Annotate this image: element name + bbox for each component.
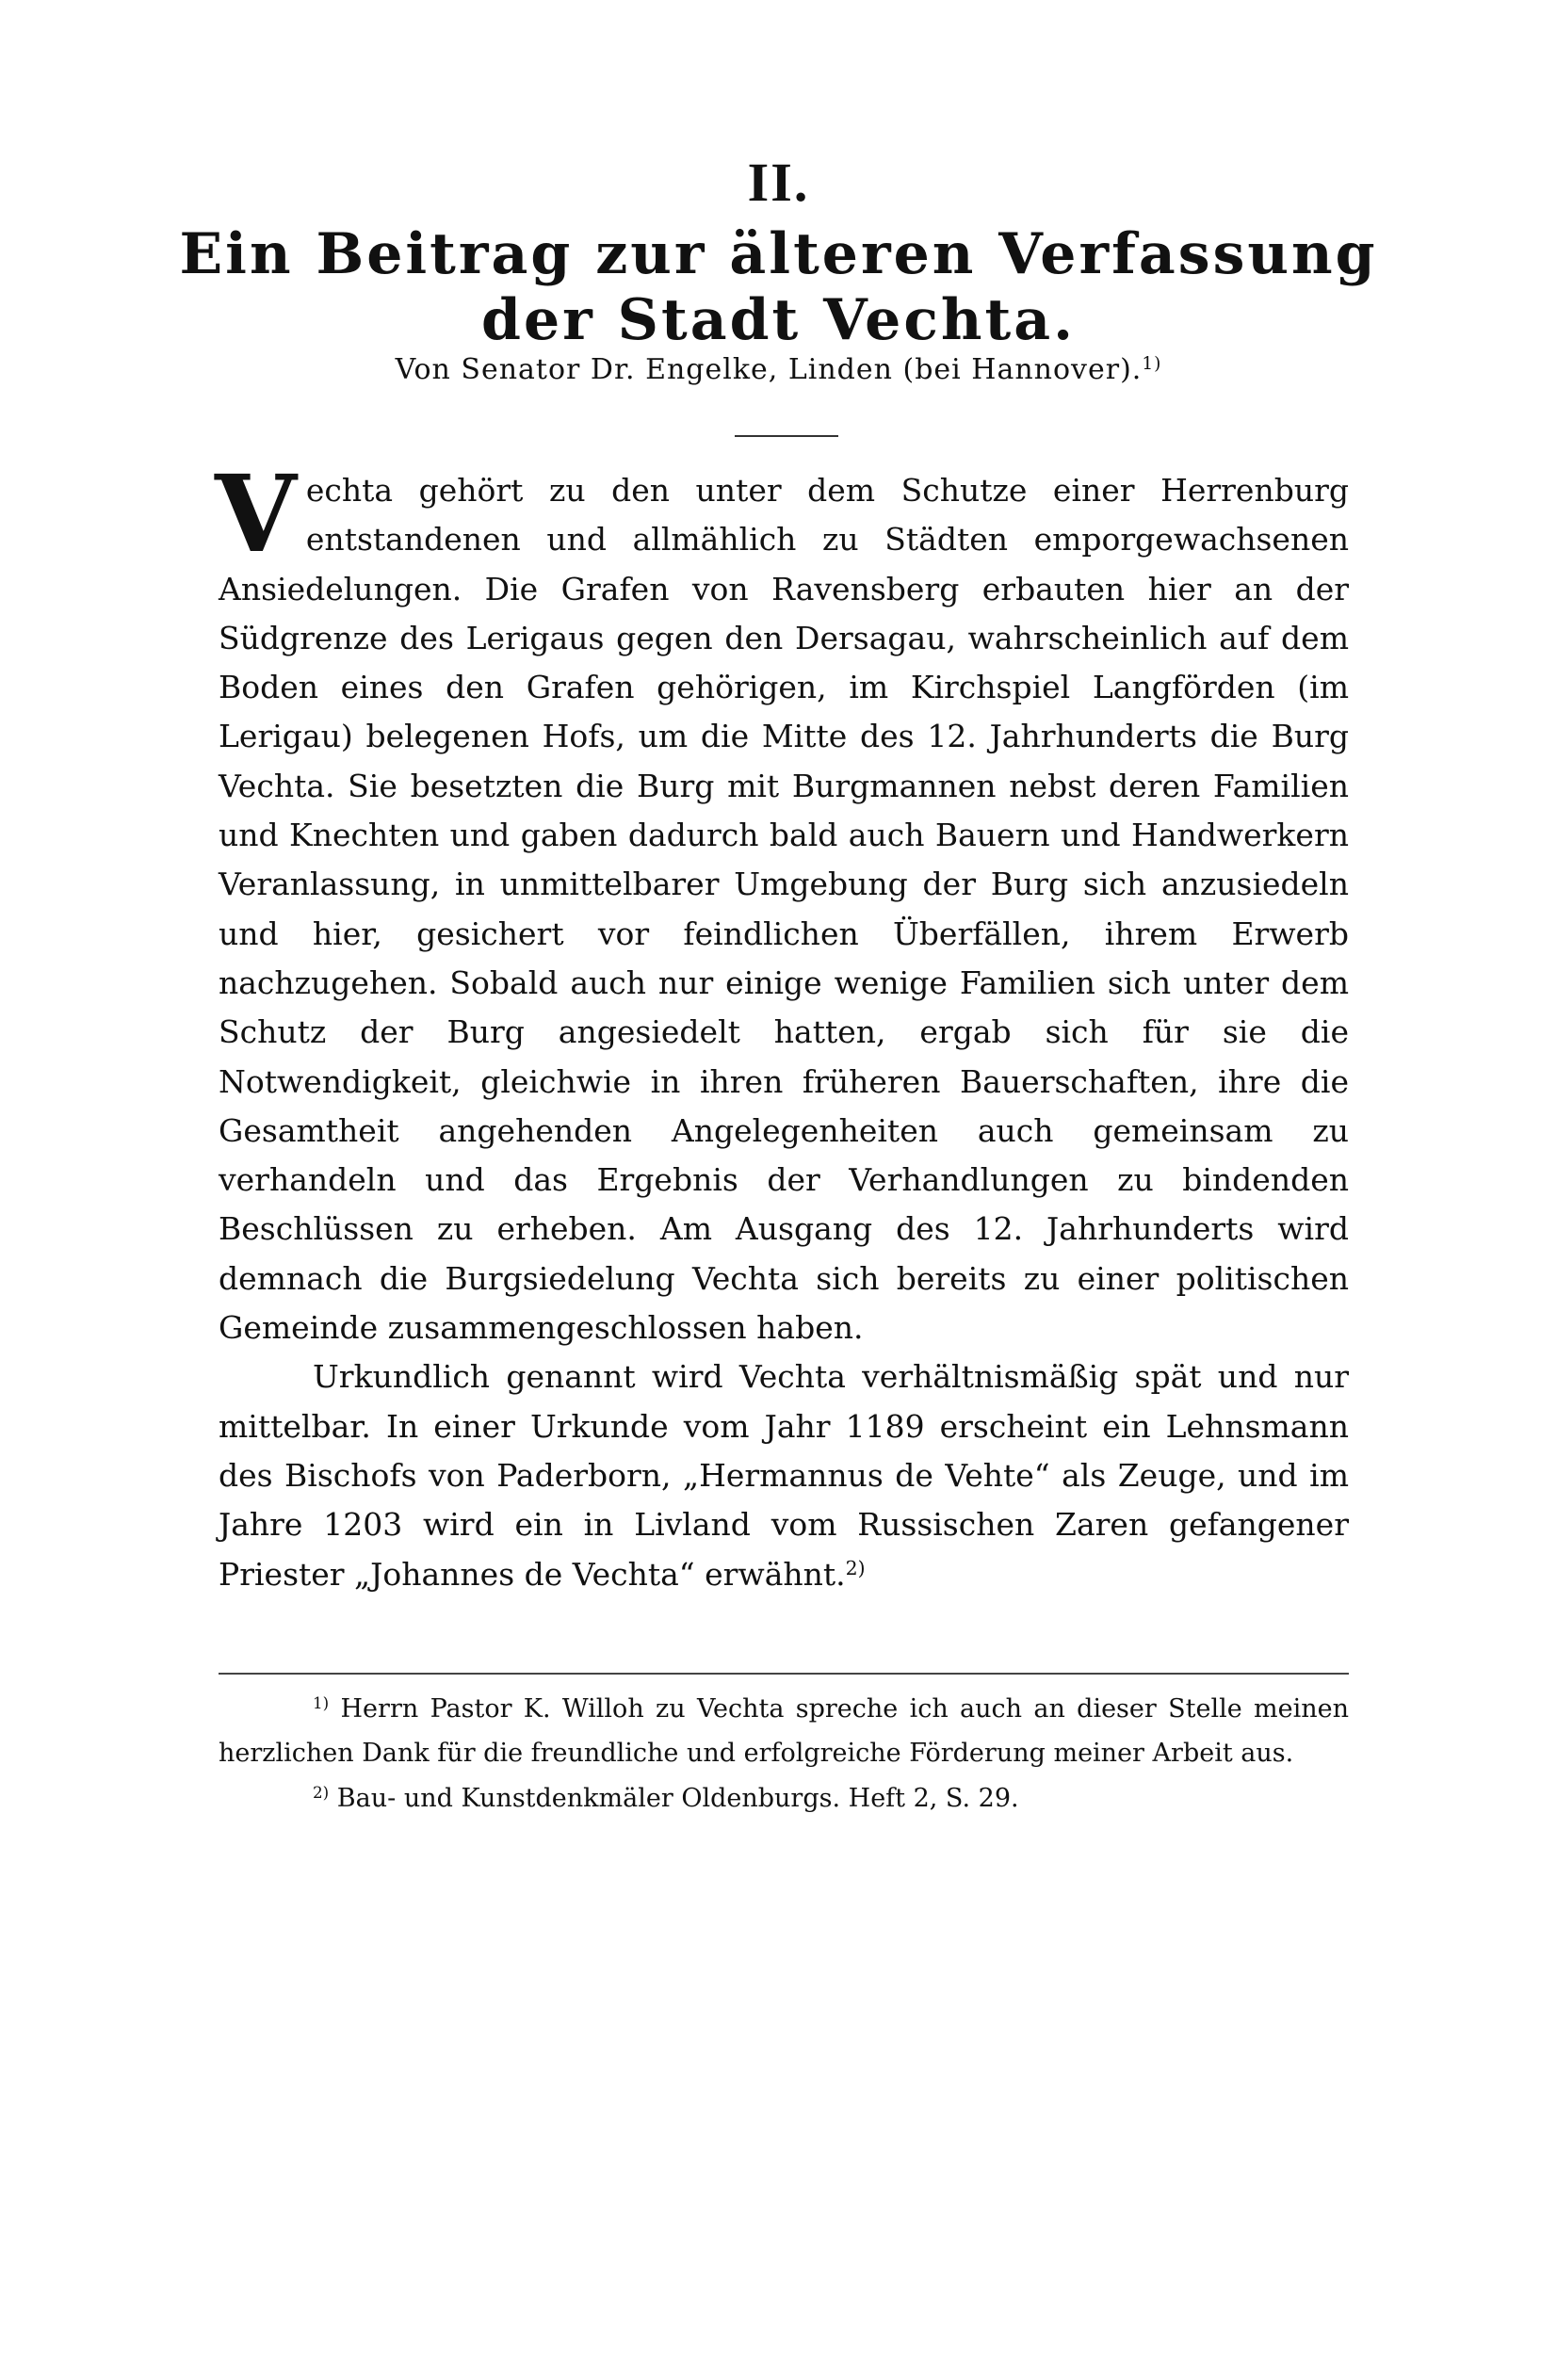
chapter-number: II. [747,152,810,213]
paragraph-1-text: echta gehört zu den unter dem Schutze einer Herrenburg entstandenen und allmählich zu Städten emporgewachsenen Ansiedelungen. Die Grafen von Ravensberg erbauten hier an der Südgrenze des Lerigaus gegen den Dersagau, wahrscheinlich auf dem Boden eines den Grafen gehörigen, im Kirchspiel Langförden (im Lerigau) belegenen Hofs, um die Mitte des 12. Jahrhunderts die Burg Vechta. Sie besetzten die Burg mit Burgmannen nebst deren Familien und Knechten und gaben dadurch bald auch Bauern und Handwerkern Veranlassung, in unmittelbarer Umgebung der Burg sich anzusiedeln und hier, gesichert vor feindlichen Überfällen, ihrem Erwerb nachzugehen. Sobald auch nur einige wenige Familien sich unter dem Schutz der Burg angesiedelt hatten, ergab sich für sie die Notwendigkeit, gleichwie in ihren früheren Bauerschaften, ihre die Gesamtheit angehenden Angelegenheiten auch gemeinsam zu verhandeln und das Ergebnis der Verhandlungen zu bindenden Beschlüssen zu erheben. Am Ausgang des 12. Jahrhunderts wird demnach die Burgsiedelung Vechta sich bereits zu einer politischen Gemeinde zusammengeschlossen haben. [219,472,1349,1347]
drop-cap: V [215,453,297,576]
footnotes [219,1688,1349,1821]
title-separator-rule [735,435,838,437]
footnote-ref-1: 1) [1142,353,1162,374]
title-line-2: der Stadt Vechta. [481,287,1076,353]
footnote-ref-2: 2) [845,1556,866,1579]
footnote-2-mark: 2) [313,1782,330,1802]
footnote-2-text: Bau- und Kunstdenkmäler Oldenburgs. Heft 2, S. 29. [336,1784,1019,1813]
footnote-separator-rule [219,1673,1349,1675]
author-byline [0,353,1557,386]
main-text [215,453,1349,1599]
paragraph-1 [215,453,1349,1352]
footnote-1 [219,1688,1349,1775]
footnote-1-text: Herrn Pastor K. Willoh zu Vechta spreche ich auch an dieser Stelle meinen herzlichen Dank für die freundliche und erfolgreiche Förderung meiner Arbeit aus. [219,1694,1349,1768]
title-line-1: Ein Beitrag zur älteren Verfassung [179,221,1378,287]
byline-text: Von Senator Dr. Engelke, Linden (bei Hannover). [395,353,1143,386]
paragraph-2-text: Urkundlich genannt wird Vechta verhältnismäßig spät und nur mittelbar. In einer Urkunde vom Jahr 1189 erscheint ein Lehnsmann des Bischofs von Paderborn, „Hermannus de Vehte“ als Zeuge, und im Jahre 1203 wird ein in Livland vom Russischen Zaren gefangener Priester „Johannes de Vechta“ erwähnt. [219,1358,1349,1593]
paragraph-2 [219,1352,1349,1598]
footnote-2 [219,1777,1349,1821]
footnote-1-mark: 1) [313,1692,330,1712]
